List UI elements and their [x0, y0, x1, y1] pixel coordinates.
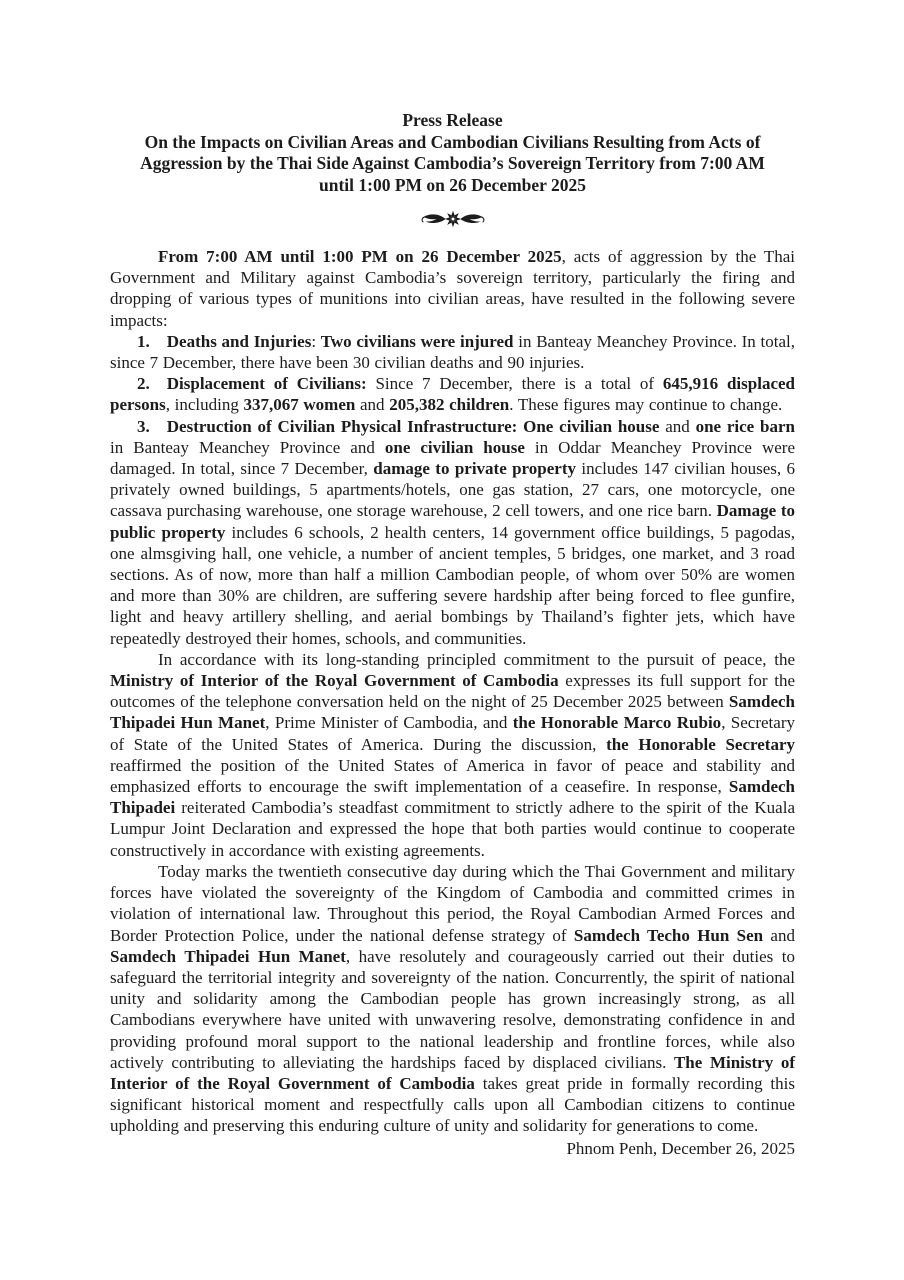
text-run: expresses its full support for the outcomes of the telephone conversation held on the night of 25 December 2025 between: [110, 671, 795, 712]
bold-text-run: 205,382 children: [389, 395, 510, 415]
bold-text-run: Ministry of Interior of the Royal Government of Cambodia: [110, 671, 559, 691]
text-run: , including: [165, 395, 244, 415]
bold-text-run: one rice barn: [695, 416, 795, 436]
text-run: in Banteay Meanchey Province. In total, since 7 December, there have been 30 civilian deaths and 90 injuries.: [110, 331, 795, 373]
dateline: Phnom Penh, December 26, 2025: [566, 1138, 795, 1158]
bold-text-run: Samdech Thipadei Hun Manet: [110, 946, 346, 966]
bold-text-run: From 7:00 AM until 1:00 PM on 26 December 2025: [158, 247, 562, 266]
intro-paragraph: [110, 246, 795, 331]
text-run: , have resolutely and courageously carried out their duties to safeguard the territorial integrity and sovereignty of the nation. Concurrently, the spirit of national unity and solidarity among the Cambodian people has grown increasingly strong, as all Cambodians everywhere have united with unwavering resolve, demonstrating confidence in and providing profound moral support to the national leadership and frontline forces, while also actively contributing to alleviating the hardships faced by displaced civilians.: [110, 946, 795, 1072]
bold-text-run: Damage to public property: [110, 501, 795, 542]
bold-text-run: Samdech Thipadei Hun Manet: [110, 692, 795, 733]
text-run: :: [311, 331, 321, 351]
bold-text-run: 645,916 displaced persons: [110, 374, 795, 415]
text-run: includes 147 civilian houses, 6 privately owned buildings, 5 apartments/hotels, one gas station, 27 cars, one motorcycle, one cassava purchasing warehouse, one storage warehouse, 2 cell towers, and one rice barn.: [110, 459, 795, 521]
document-title: [110, 110, 795, 196]
bold-text-run: Samdech Thipadei: [110, 777, 795, 818]
bold-text-run: the Honorable Marco Rubio: [512, 713, 722, 733]
title-line: On the Impacts on Civilian Areas and Cambodian Civilians Resulting from Acts of: [144, 131, 761, 152]
text-run: Today marks the twentieth consecutive day during which the Thai Government and military forces have violated the sovereignty of the Kingdom of Cambodia and committed crimes in violation of international law. Throughout this period, the Royal Cambodian Armed Forces and Border Protection Police, under the national defense strategy of: [110, 861, 795, 945]
bold-text-run: damage to private property: [373, 459, 577, 479]
text-run: includes 6 schools, 2 health centers, 14 government office buildings, 5 pagodas, one almsgiving hall, one vehicle, a number of ancient temples, 5 bridges, one market, and 3 road sections. As of now, more than half a million Cambodian people, of whom over 50% are women and more than 30% are children, are suffering severe hardship after being forced to flee gunfire, light and heavy artillery shelling, and aerial bombings by Thailand’s fighter jets, which have repeatedly destroyed their homes, schools, and communities.: [110, 522, 796, 648]
text-run: and: [659, 416, 696, 436]
bold-text-run: 1.: [137, 331, 150, 351]
floral-divider-icon: [417, 207, 489, 231]
bold-text-run: Samdech Techo Hun Sen: [573, 925, 764, 945]
bold-text-run: one civilian house: [384, 437, 525, 457]
title-line: Aggression by the Thai Side Against Cambodia’s Sovereign Territory from 7:00 AM: [140, 153, 765, 173]
paragraph-twentieth-day: [110, 861, 795, 1137]
text-run: In accordance with its long-standing principled commitment to the pursuit of peace, the: [158, 649, 795, 669]
title-line: Press Release: [402, 110, 503, 130]
list-item-displacement: [110, 373, 795, 415]
text-run: and: [763, 925, 795, 945]
text-run: reaffirmed the position of the United States of America in favor of peace and stability and emphasized efforts to encourage the swift implementation of a ceasefire. In response,: [110, 755, 795, 797]
bold-text-run: Deaths and Injuries: [166, 331, 312, 351]
text-run: takes great pride in formally recording this significant historical moment and respectfully calls upon all Cambodian citizens to continue upholding and preserving this enduring culture of unity and solidarity for generations to come.: [110, 1073, 795, 1136]
text-run: Since 7 December, there is a total of: [366, 374, 663, 394]
bold-text-run: The Ministry of Interior of the Royal Government of Cambodia: [110, 1052, 795, 1093]
text-run: and: [355, 395, 390, 415]
text-run: , acts of aggression by the Thai Government and Military against Cambodia’s sovereign territory, particularly the firing and dropping of various types of munitions into civilian areas, have resulted in the following severe impacts:: [110, 247, 796, 330]
list-item-deaths-and-injuries: [110, 331, 795, 373]
paragraph-peace-commitment: [110, 649, 795, 861]
text-run: in Banteay Meanchey Province and: [110, 437, 385, 457]
text-run: , Prime Minister of Cambodia, and: [265, 713, 513, 733]
bold-text-run: Two civilians were injured: [320, 331, 514, 351]
text-run: , Secretary of State of the United States of America. During the discussion,: [110, 713, 795, 754]
list-item-infrastructure: [110, 416, 795, 649]
title-line: until 1:00 PM on 26 December 2025: [318, 174, 586, 195]
text-run: . These figures may continue to change.: [509, 395, 783, 415]
bold-text-run: 3.: [137, 416, 150, 436]
floral-divider-ornament: [110, 207, 795, 233]
bold-text-run: the Honorable Secretary: [606, 734, 795, 754]
bold-text-run: 2.: [137, 374, 150, 394]
text-run: in Oddar Meanchey Province were damaged. In total, since 7 December,: [110, 437, 796, 479]
bold-text-run: Destruction of Civilian Physical Infrastructure: One civilian house: [166, 416, 660, 436]
document-body: [110, 246, 795, 1137]
bold-text-run: Displacement of Civilians:: [166, 374, 367, 394]
bold-text-run: 337,067 women: [243, 395, 356, 415]
text-run: reiterated Cambodia’s steadfast commitment to strictly adhere to the spirit of the Kuala Lumpur Joint Declaration and expressed the hope that both parties would continue to cooperate constructively in accordance with existing agreements.: [110, 798, 795, 860]
